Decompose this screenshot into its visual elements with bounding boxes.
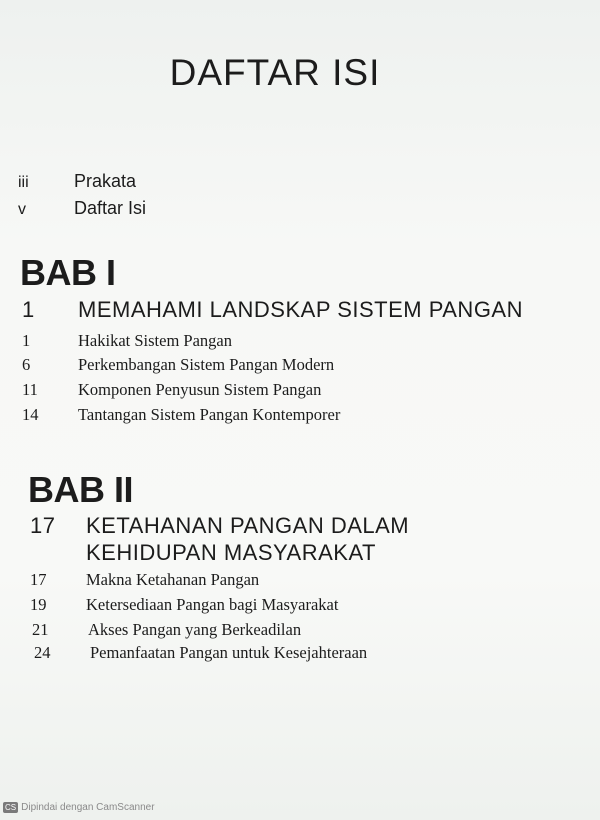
toc-entry-label: Hakikat Sistem Pangan <box>78 331 232 350</box>
chapter-title-line: KETAHANAN PANGAN DALAM <box>86 513 410 538</box>
chapter-title <box>22 296 542 324</box>
toc-entry-label: Pemanfaatan Pangan untuk Kesejahteraan <box>90 643 368 662</box>
scanner-watermark-text: Dipindai dengan CamScanner <box>21 802 155 813</box>
chapter-page-number: 17 <box>30 513 56 538</box>
chapter-heading: BAB II <box>28 469 133 510</box>
chapter-title <box>30 512 550 568</box>
toc-page-number: 1 <box>22 331 31 350</box>
toc-page-number: 17 <box>30 570 47 589</box>
toc-entry-label: Perkembangan Sistem Pangan Modern <box>78 355 335 374</box>
toc-entry-label: Prakata <box>74 171 137 191</box>
chapter-page-number: 1 <box>22 297 35 322</box>
chapter-title-line: KEHIDUPAN MASYARAKAT <box>86 540 376 565</box>
toc-page-number: 14 <box>22 405 39 424</box>
camscanner-logo-icon: CS <box>5 803 17 812</box>
toc-entry-label: Komponen Penyusun Sistem Pangan <box>78 380 322 399</box>
chapter-title-line: MEMAHAMI LANDSKAP SISTEM PANGAN <box>78 297 523 322</box>
toc-page-number: 24 <box>34 643 51 662</box>
page-title: DAFTAR ISI <box>169 52 381 93</box>
toc-entry-label: Ketersediaan Pangan bagi Masyarakat <box>86 595 339 614</box>
toc-page-number: 11 <box>22 380 38 399</box>
toc-entry-label: Tantangan Sistem Pangan Kontemporer <box>78 405 341 424</box>
toc-page-number: v <box>18 201 26 218</box>
toc-page-number: 6 <box>22 355 31 374</box>
toc-entry-label: Daftar Isi <box>74 198 147 218</box>
toc-page-number: iii <box>18 174 29 191</box>
toc-entry-label: Akses Pangan yang Berkeadilan <box>88 620 302 639</box>
toc-front-entry <box>18 198 146 219</box>
toc-page-number: 21 <box>32 620 49 639</box>
toc-page-number: 19 <box>30 595 47 614</box>
chapter-heading: BAB I <box>20 252 116 293</box>
scanner-watermark <box>3 802 155 813</box>
toc-entry-label: Makna Ketahanan Pangan <box>86 570 260 589</box>
toc-front-entry <box>18 171 136 192</box>
